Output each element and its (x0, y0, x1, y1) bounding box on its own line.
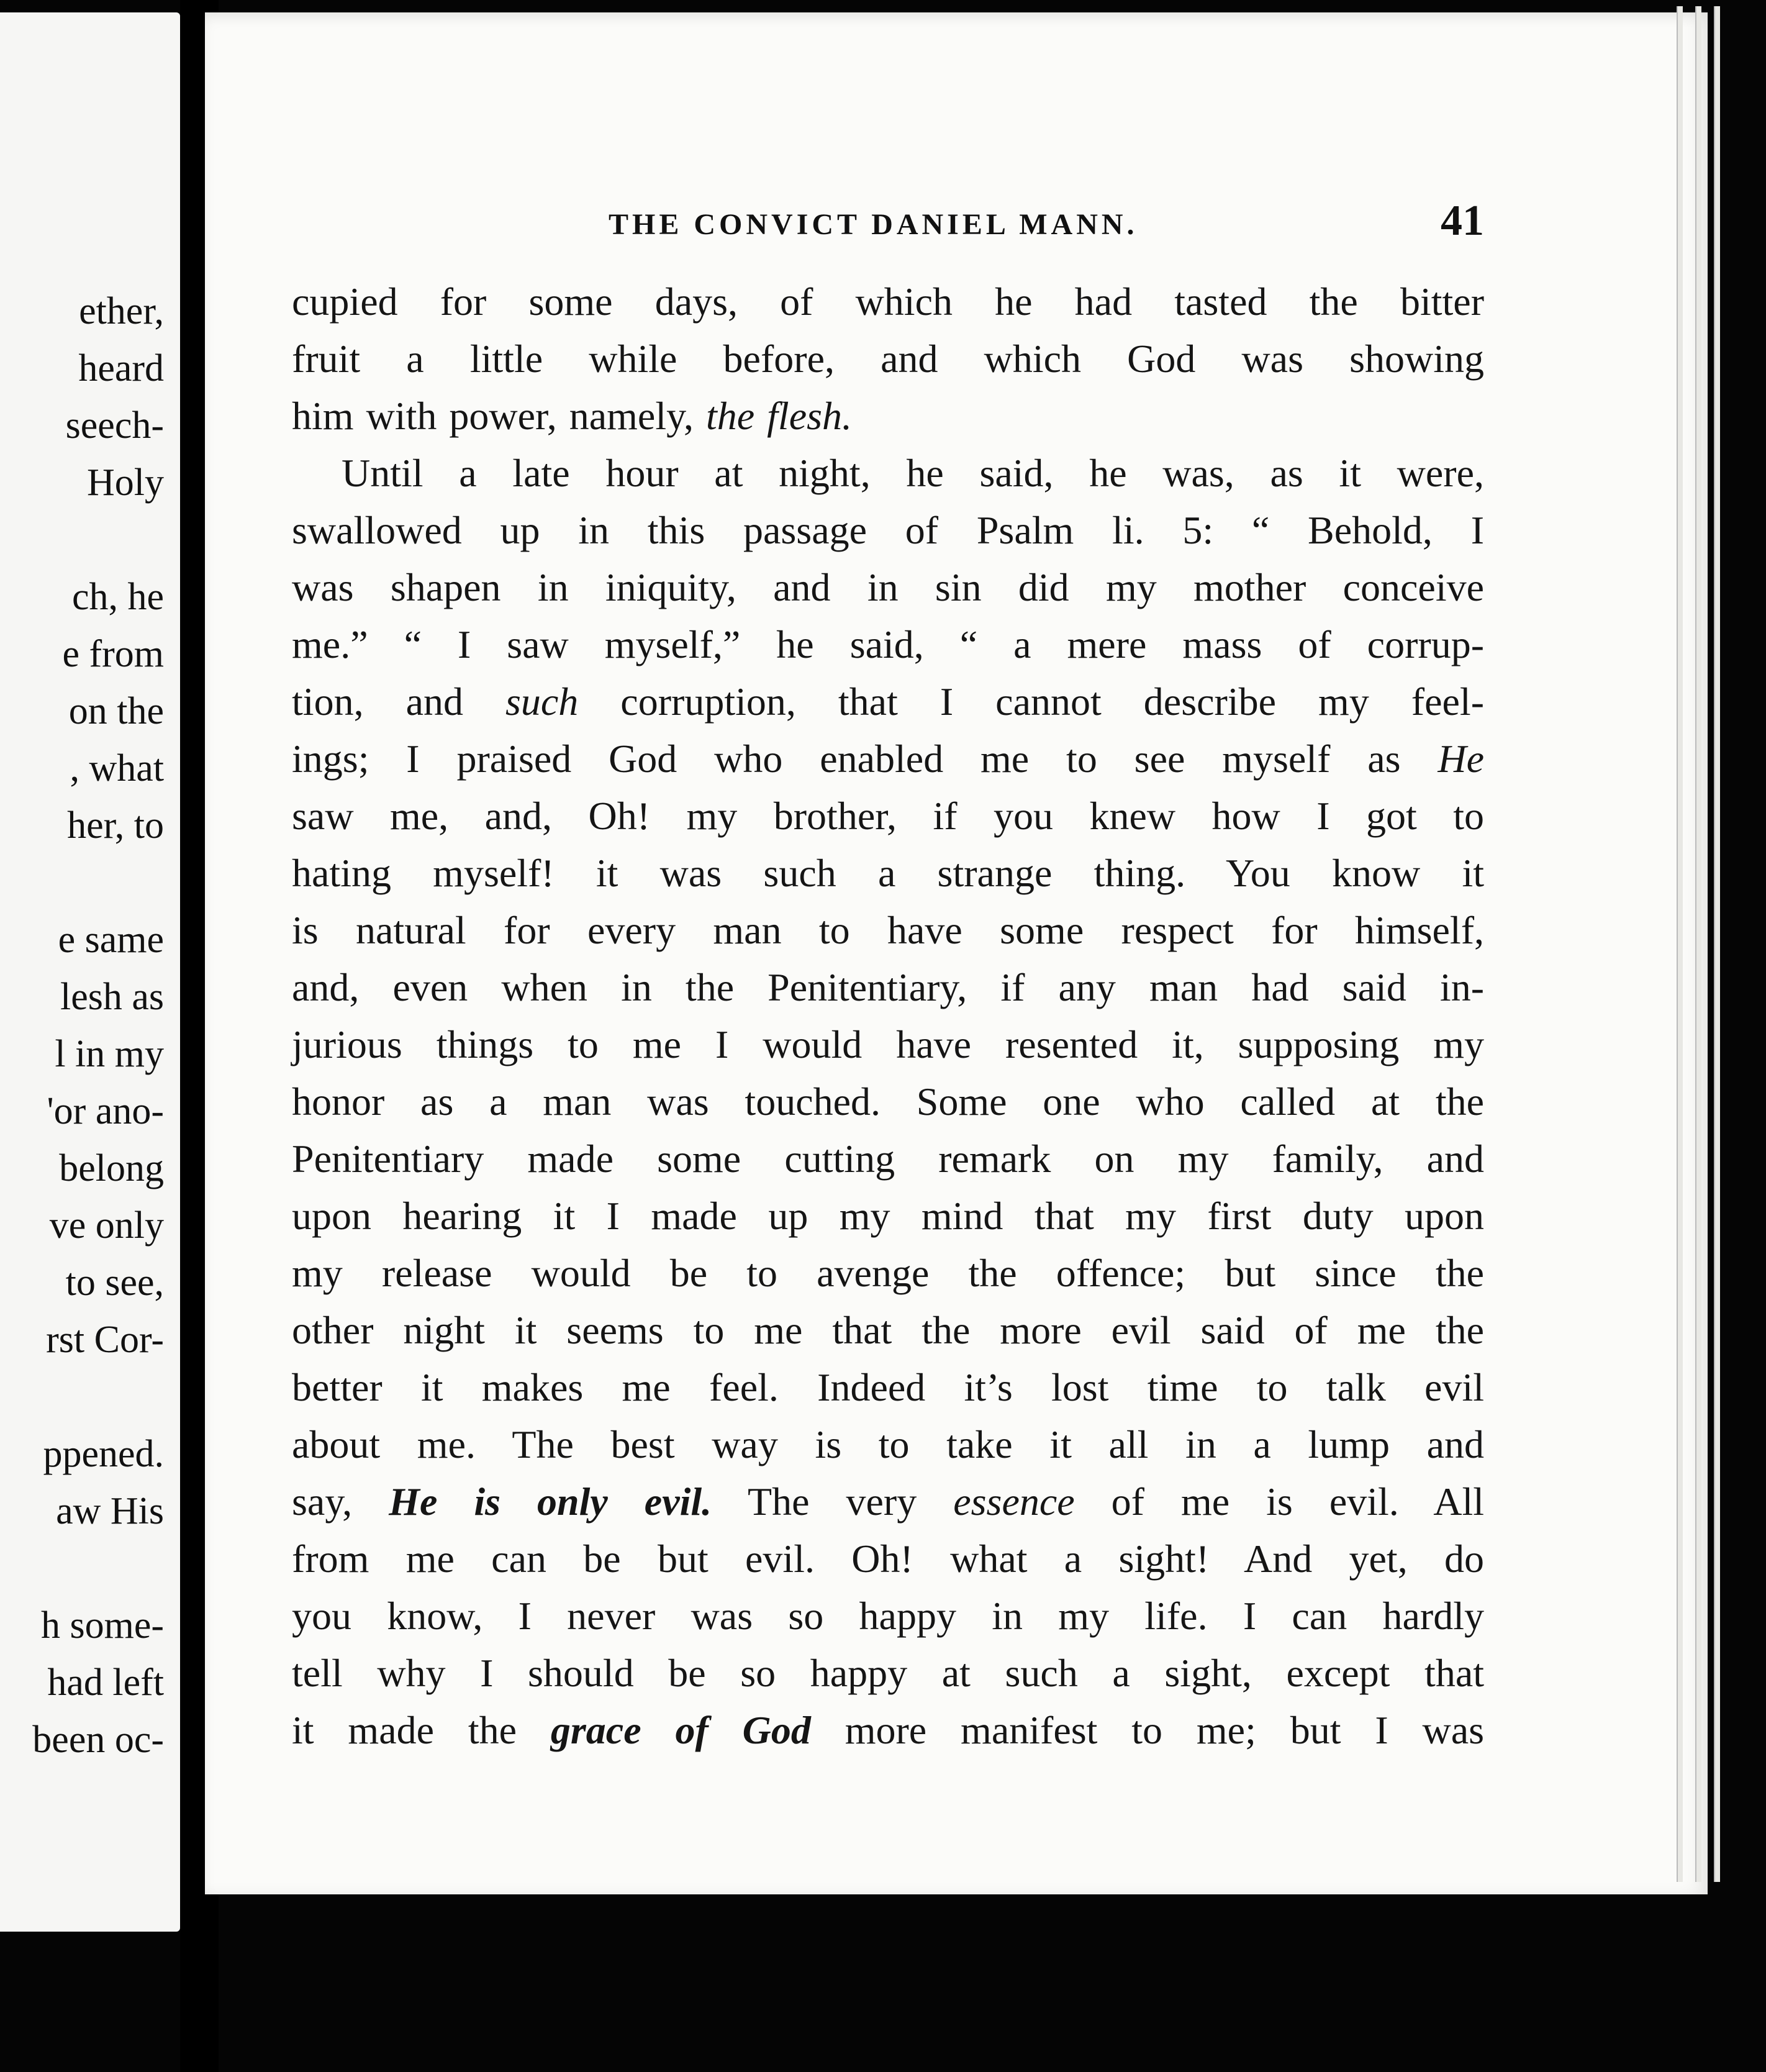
prev-line: on the (68, 690, 164, 732)
page-edge (1714, 6, 1720, 1882)
prev-line: e same (58, 919, 164, 961)
text-line: jurious things to me I would have resented it, supposing my (292, 1022, 1484, 1066)
prev-line: her, to (67, 804, 164, 847)
italic-text: the flesh. (705, 394, 852, 438)
text-line: ings; I praised God who enabled me to see myself as He (292, 737, 1484, 781)
prev-line: been oc- (32, 1719, 164, 1761)
italic-text: He is only evil. (389, 1479, 712, 1524)
prev-line: seech- (65, 404, 164, 447)
running-head: THE CONVICT DANIEL MANN. (609, 208, 1138, 241)
text-line: me.” “ I saw myself,” he said, “ a mere mass of corrup- (292, 622, 1484, 666)
prev-line: belong (59, 1147, 164, 1189)
text-line: it made the grace of God more manifest to me; but I was (292, 1708, 1485, 1752)
prev-line: to see, (65, 1261, 164, 1304)
prev-line: Holy (87, 461, 164, 504)
prev-line: e from (62, 633, 164, 675)
text-line: about me. The best way is to take it all in a lump and (292, 1422, 1484, 1466)
text-line: other night it seems to me that the more evil said of me the (292, 1308, 1484, 1352)
prev-line: , what (70, 747, 164, 789)
text-line: honor as a man was touched. Some one who called at the (292, 1079, 1484, 1124)
text-line: tell why I should be so happy at such a sight, except that (292, 1651, 1484, 1695)
text-line: you know, I never was so happy in my life. I can hardly (292, 1594, 1484, 1638)
prev-line: ch, he (71, 576, 164, 618)
italic-text: essence (953, 1479, 1075, 1524)
prev-line: l in my (55, 1033, 164, 1075)
text-line: upon hearing it I made up my mind that my first duty upon (292, 1194, 1484, 1238)
text-line: swallowed up in this passage of Psalm li. 5: “ Behold, I (292, 508, 1484, 552)
prev-line: had left (47, 1661, 164, 1704)
text-line: him with power, namely, the flesh. (292, 394, 852, 438)
prev-line: rst Cor- (46, 1319, 164, 1361)
italic-text: such (505, 679, 579, 724)
text-line: Penitentiary made some cutting remark on my family, and (292, 1137, 1484, 1181)
prev-line: h some- (40, 1604, 164, 1647)
italic-text: grace of God (550, 1708, 811, 1752)
text-line: tion, and such corruption, that I cannot describe my feel- (292, 679, 1485, 724)
text-line: Until a late hour at night, he said, he was, as it were, (342, 451, 1484, 495)
text-line: saw me, and, Oh! my brother, if you knew how I got to (292, 794, 1484, 838)
page-number: 41 (1441, 197, 1484, 245)
text-line: is natural for every man to have some respect for himself, (292, 908, 1484, 952)
prev-line: ve only (49, 1204, 164, 1247)
text-line: and, even when in the Penitentiary, if any man had said in- (292, 965, 1484, 1009)
text-line: better it makes me feel. Indeed it’s lost time to talk evil (292, 1365, 1484, 1409)
italic-text: He (1438, 737, 1484, 781)
page-edge (1677, 6, 1683, 1882)
prev-line: lesh as (60, 976, 164, 1018)
prev-line: 'or ano- (47, 1090, 164, 1132)
page-header (397, 193, 1484, 248)
text-line: say, He is only evil. The very essence of me is evil. All (292, 1479, 1485, 1524)
page-edge (1695, 6, 1701, 1882)
text-line: from me can be but evil. Oh! what a sight! And yet, do (292, 1537, 1484, 1581)
text-line: cupied for some days, of which he had tasted the bitter (292, 279, 1484, 324)
prev-line: aw His (56, 1490, 164, 1532)
text-line: my release would be to avenge the offence; but since the (292, 1251, 1484, 1295)
previous-page (0, 12, 180, 1932)
prev-line: heard (78, 347, 164, 389)
text-line: hating myself! it was such a strange thing. You know it (292, 851, 1484, 895)
prev-line: ppened. (43, 1433, 164, 1475)
text-line: fruit a little while before, and which God was showing (292, 337, 1484, 381)
text-line: was shapen in iniquity, and in sin did my mother conceive (292, 565, 1484, 609)
prev-line: ether, (79, 290, 164, 332)
